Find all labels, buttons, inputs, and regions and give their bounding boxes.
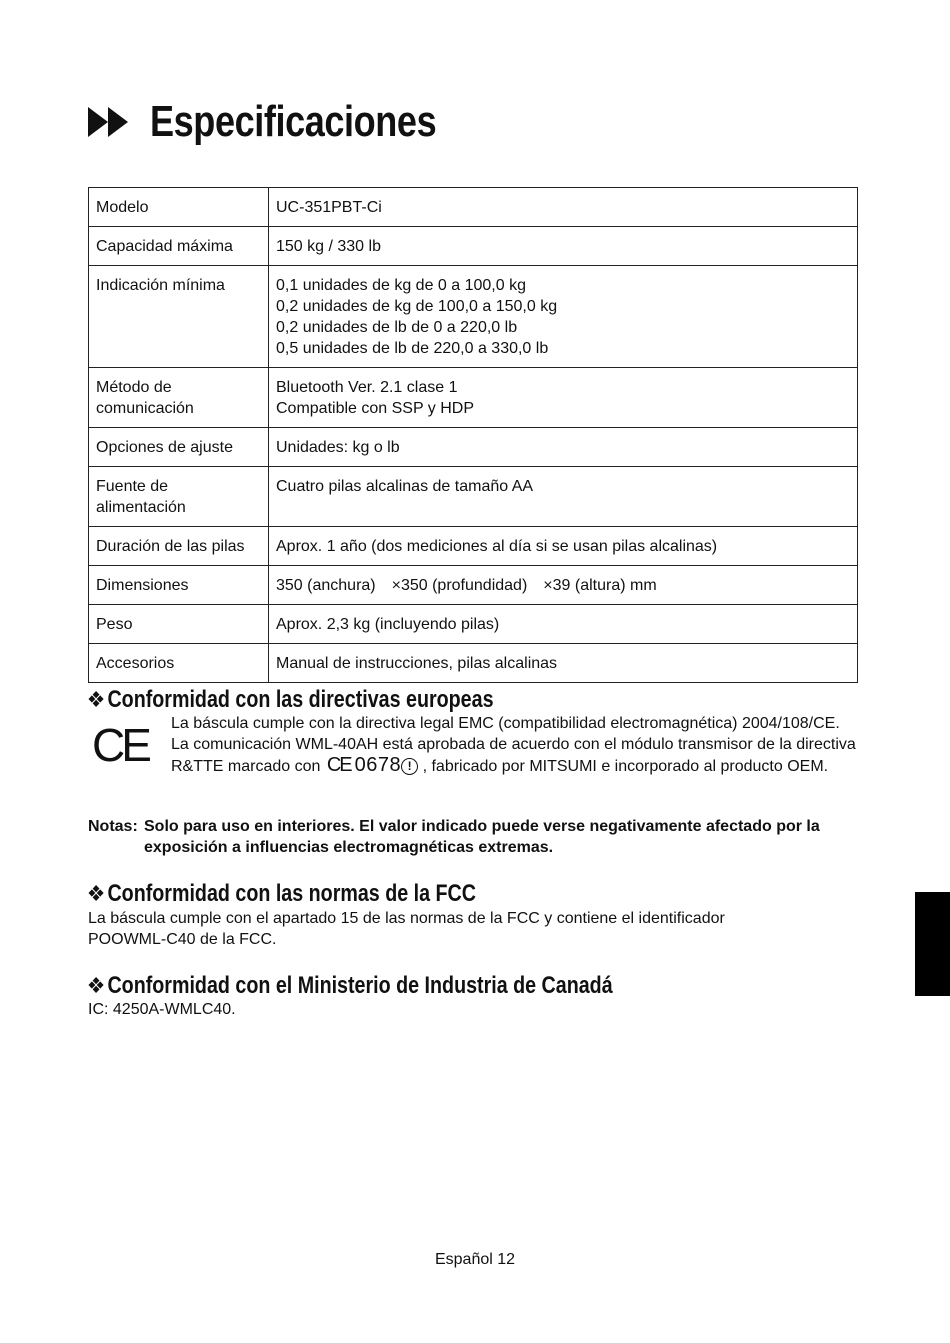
spec-value: [269, 467, 858, 527]
table-row: [89, 188, 858, 227]
table-row: [89, 266, 858, 368]
notes-label: Notas:: [88, 818, 138, 835]
table-row: [89, 527, 858, 566]
spec-value: [269, 644, 858, 683]
notes-block: [88, 816, 868, 858]
spec-value-line: Compatible con SSP y HDP: [276, 400, 475, 417]
diamond-bullet-icon: ❖: [86, 973, 106, 998]
spec-value-line: Bluetooth Ver. 2.1 clase 1: [276, 379, 458, 396]
notes-text: Solo para uso en interiores. El valor indicado puede verse negativamente afectado por la exposición a influencias electromagnéticas extremas.: [144, 818, 820, 856]
spec-value: [269, 188, 858, 227]
spec-value-line: 0,1 unidades de kg de 0 a 100,0 kg: [276, 277, 526, 294]
page-number: Español 12: [434, 1251, 516, 1268]
spec-label: Duración de las pilas: [89, 527, 269, 566]
spec-value: [269, 227, 858, 266]
table-row: [89, 467, 858, 527]
spec-value-line: 0,2 unidades de lb de 0 a 220,0 lb: [276, 319, 518, 336]
ce-mark-icon: CE: [92, 719, 148, 771]
fcc-heading: [88, 880, 476, 908]
canada-heading: [88, 972, 613, 1000]
table-row: [89, 644, 858, 683]
eu-heading: [88, 686, 494, 714]
spec-value-line: 150 kg / 330 lb: [276, 238, 381, 255]
spec-label: Método de comunicación: [89, 368, 269, 428]
spec-value-line: Manual de instrucciones, pilas alcalinas: [276, 655, 558, 672]
spec-label: Accesorios: [89, 644, 269, 683]
fcc-heading-text: Conformidad con las normas de la FCC: [107, 880, 476, 907]
ce-mark-small-icon: CE: [326, 754, 351, 776]
spec-label: Modelo: [89, 188, 269, 227]
fast-forward-icon: [88, 107, 134, 137]
spec-value: [269, 566, 858, 605]
table-row: [89, 368, 858, 428]
page-title: Especificaciones: [150, 97, 437, 146]
spec-value-line: 350 (anchura) ×350 (profundidad) ×39 (altura) mm: [276, 577, 657, 594]
table-row: [89, 428, 858, 467]
notified-body-number: 0678: [354, 754, 402, 776]
table-row: [89, 227, 858, 266]
spec-label: Capacidad máxima: [89, 227, 269, 266]
spec-value: [269, 266, 858, 368]
spec-label: Indicación mínima: [89, 266, 269, 368]
table-row: [89, 605, 858, 644]
alert-circle-icon: !: [401, 758, 418, 775]
spec-value-line: Aprox. 2,3 kg (incluyendo pilas): [276, 616, 500, 633]
spec-value: [269, 368, 858, 428]
diamond-bullet-icon: ❖: [86, 881, 106, 906]
spec-value: [269, 428, 858, 467]
spec-value-line: 0,5 unidades de lb de 220,0 a 330,0 lb: [276, 340, 549, 357]
eu-heading-text: Conformidad con las directivas europeas: [107, 686, 494, 713]
spec-value: [269, 605, 858, 644]
spec-value-line: Aprox. 1 año (dos mediciones al día si se usan pilas alcalinas): [276, 538, 718, 555]
eu-text-after: , fabricado por MITSUMI e incorporado al producto OEM.: [422, 758, 829, 775]
eu-text-before: La báscula cumple con la directiva legal EMC (compatibilidad electromagnética) 2004/108/CE. La comunicación WML-40AH está aprobada de acuerdo con el módulo transmisor de la directiva R&TTE marcado con: [171, 715, 856, 775]
spec-value-line: Unidades: kg o lb: [276, 439, 400, 456]
spec-label: Opciones de ajuste: [89, 428, 269, 467]
spec-label: Peso: [89, 605, 269, 644]
spec-value-line: UC-351PBT-Ci: [276, 199, 382, 216]
spec-value-line: Cuatro pilas alcalinas de tamaño AA: [276, 478, 534, 495]
spec-value: [269, 527, 858, 566]
section-tab-marker: [915, 892, 950, 996]
spec-label: Dimensiones: [89, 566, 269, 605]
page-header: [88, 97, 499, 146]
spec-label: Fuente de alimentación: [89, 467, 269, 527]
specs-table: [88, 187, 858, 683]
canada-text: IC: 4250A-WMLC40.: [88, 1001, 236, 1018]
diamond-bullet-icon: ❖: [86, 687, 106, 712]
fcc-text: La báscula cumple con el apartado 15 de las normas de la FCC y contiene el identificador POOWML-C40 de la FCC.: [88, 910, 725, 948]
eu-text: [171, 713, 861, 777]
canada-heading-text: Conformidad con el Ministerio de Industria de Canadá: [107, 972, 613, 999]
spec-value-line: 0,2 unidades de kg de 100,0 a 150,0 kg: [276, 298, 558, 315]
table-row: [89, 566, 858, 605]
